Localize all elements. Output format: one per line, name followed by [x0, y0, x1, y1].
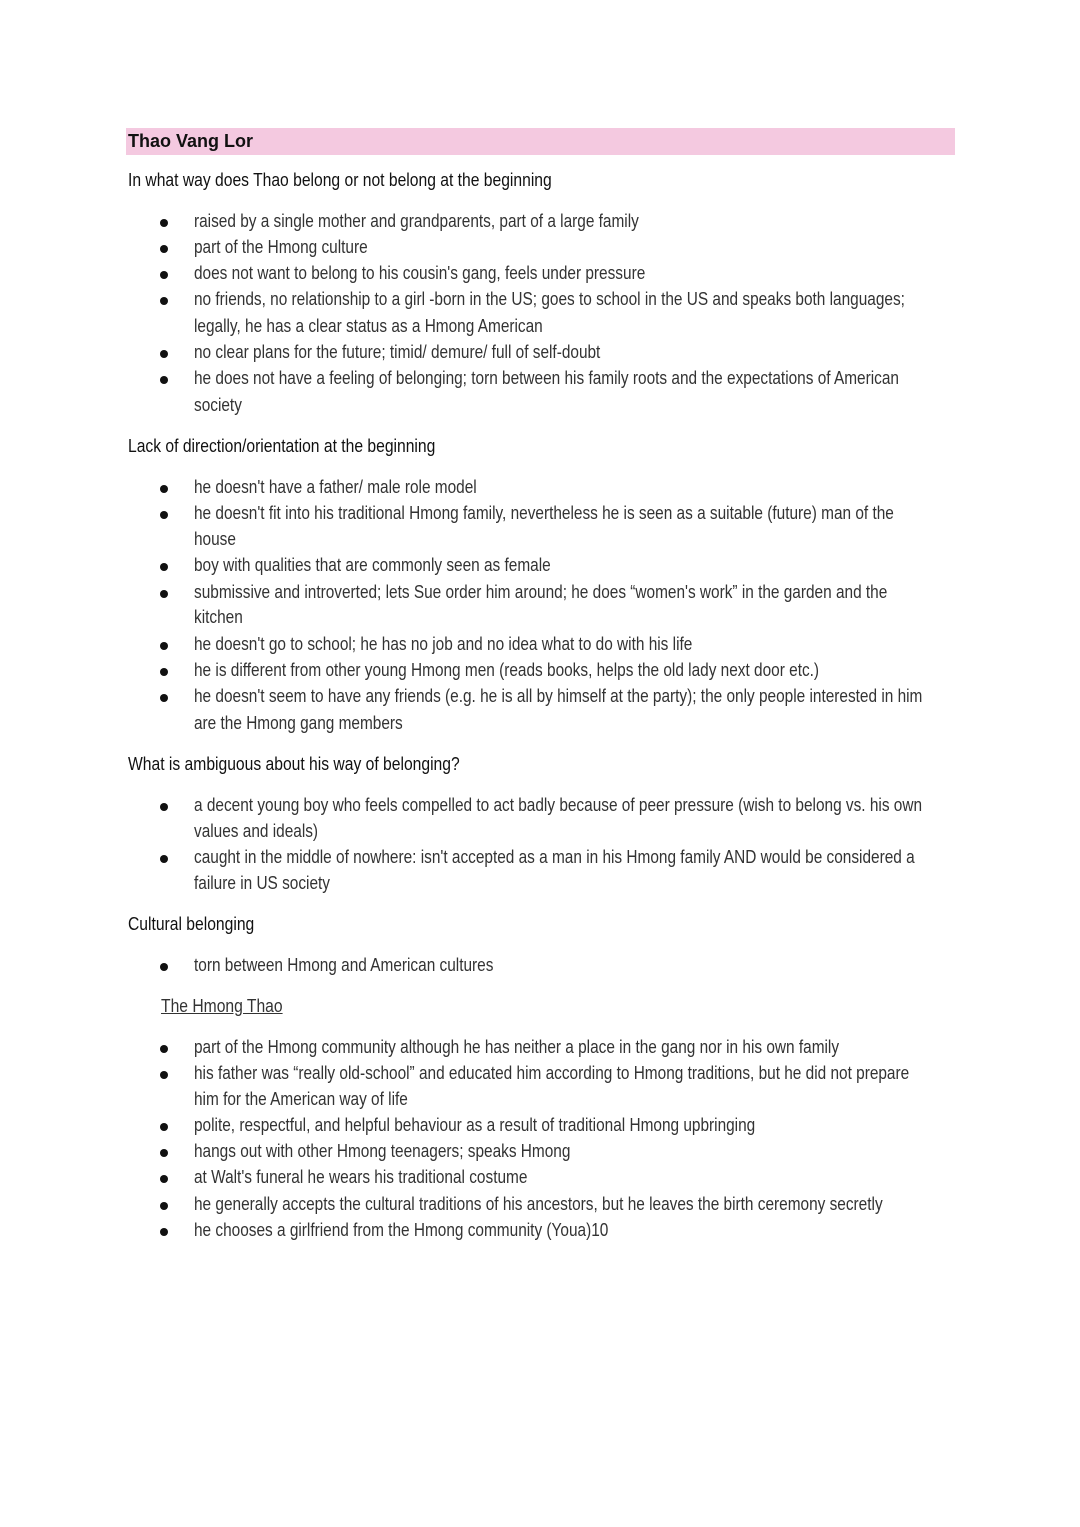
bullet-icon	[160, 1175, 168, 1183]
bullet-icon	[160, 590, 168, 598]
list-item: does not want to belong to his cousin's gang, feels under pressure	[194, 263, 646, 283]
list-item: he doesn't have a father/ male role model	[194, 477, 477, 497]
bullet-icon	[160, 1045, 168, 1053]
list-item-continuation: kitchen	[194, 607, 243, 627]
list-item: he doesn't seem to have any friends (e.g. he is all by himself at the party); the only people interested in him	[194, 686, 923, 706]
list-item: boy with qualities that are commonly seen as female	[194, 555, 551, 575]
list-item-continuation: house	[194, 529, 236, 549]
section-heading-direction: Lack of direction/orientation at the beginning	[128, 436, 436, 456]
bullet-icon	[160, 1202, 168, 1210]
bullet-icon	[160, 803, 168, 811]
bullet-icon	[160, 1123, 168, 1131]
list-item: submissive and introverted; lets Sue order him around; he does “women's work” in the garden and the	[194, 582, 888, 602]
list-item: torn between Hmong and American cultures	[194, 955, 494, 975]
list-item: he generally accepts the cultural traditions of his ancestors, but he leaves the birth ceremony secretly	[194, 1194, 883, 1214]
bullet-icon	[160, 855, 168, 863]
list-item-continuation: values and ideals)	[194, 821, 319, 841]
bullet-icon	[160, 563, 168, 571]
list-item: hangs out with other Hmong teenagers; speaks Hmong	[194, 1141, 571, 1161]
bullet-icon	[160, 245, 168, 253]
bullet-icon	[160, 1149, 168, 1157]
list-item: part of the Hmong community although he has neither a place in the gang nor in his own family	[194, 1037, 840, 1057]
list-item: part of the Hmong culture	[194, 237, 368, 257]
list-item-continuation: society	[194, 395, 242, 415]
bullet-icon	[160, 485, 168, 493]
list-item: he is different from other young Hmong men (reads books, helps the old lady next door etc.)	[194, 660, 820, 680]
bullet-icon	[160, 1228, 168, 1236]
bullet-icon	[160, 1071, 168, 1079]
list-item: he doesn't go to school; he has no job and no idea what to do with his life	[194, 634, 693, 654]
bullet-icon	[160, 376, 168, 384]
bullet-icon	[160, 350, 168, 358]
document-title: Thao Vang Lor	[128, 131, 254, 151]
list-item: he doesn't fit into his traditional Hmong family, nevertheless he is seen as a suitable (future) man of the	[194, 503, 894, 523]
title-highlight	[126, 128, 955, 155]
list-item: no clear plans for the future; timid/ demure/ full of self-doubt	[194, 342, 601, 362]
list-item: his father was “really old-school” and educated him according to Hmong traditions, but he did not prepare	[194, 1063, 910, 1083]
list-item: polite, respectful, and helpful behaviour as a result of traditional Hmong upbringing	[194, 1115, 756, 1135]
list-item-continuation: failure in US society	[194, 873, 331, 893]
bullet-icon	[160, 297, 168, 305]
bullet-icon	[160, 694, 168, 702]
list-item: he does not have a feeling of belonging; torn between his family roots and the expectations of American	[194, 368, 899, 388]
bullet-icon	[160, 271, 168, 279]
bullet-icon	[160, 642, 168, 650]
bullet-icon	[160, 219, 168, 227]
list-item-continuation: are the Hmong gang members	[194, 713, 403, 733]
section-heading-ambiguous: What is ambiguous about his way of belonging?	[128, 754, 460, 774]
list-item-continuation: legally, he has a clear status as a Hmong American	[194, 316, 543, 336]
bullet-icon	[160, 963, 168, 971]
list-item: he chooses a girlfriend from the Hmong community (Youa)10	[194, 1220, 609, 1240]
bullet-icon	[160, 668, 168, 676]
section-heading-cultural: Cultural belonging	[128, 914, 255, 934]
list-item: at Walt's funeral he wears his traditional costume	[194, 1167, 528, 1187]
section-heading-belonging: In what way does Thao belong or not belong at the beginning	[128, 170, 552, 190]
bullet-icon	[160, 511, 168, 519]
subheading-hmong-thao: The Hmong Thao	[161, 996, 283, 1016]
list-item-continuation: him for the American way of life	[194, 1089, 408, 1109]
list-item: raised by a single mother and grandparents, part of a large family	[194, 211, 639, 231]
list-item: a decent young boy who feels compelled to act badly because of peer pressure (wish to belong vs. his own	[194, 795, 923, 815]
list-item: caught in the middle of nowhere: isn't accepted as a man in his Hmong family AND would be considered a	[194, 847, 915, 867]
list-item: no friends, no relationship to a girl -born in the US; goes to school in the US and speaks both languages;	[194, 289, 905, 309]
